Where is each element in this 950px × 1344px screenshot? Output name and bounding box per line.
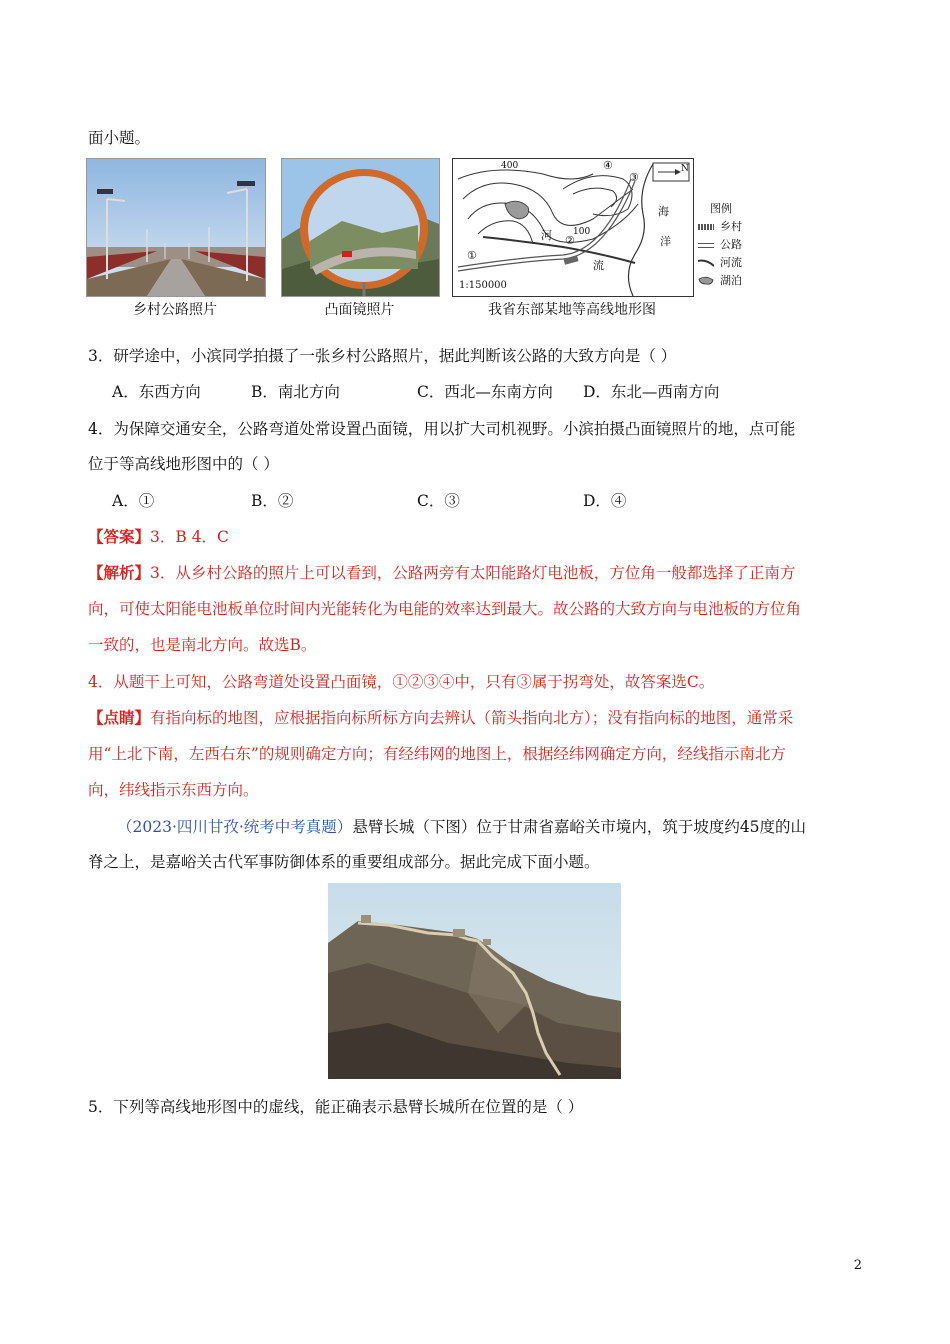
tip-line2: 用“上北下南，左西右东”的规则确定方向；有经纬网的地图上，根据经纬网确定方向，经线指示南北方 bbox=[88, 745, 786, 763]
passage-source: （2023·四川甘孜·统考中考真题） bbox=[117, 818, 353, 836]
map-point-4: ④ bbox=[603, 159, 613, 172]
q4-stem-line1: 4．为保障交通安全，公路弯道处常设置凸面镜，用以扩大司机视野。小滨拍摄凸面镜照片的地，点可能 bbox=[88, 420, 796, 438]
map-point-1: ① bbox=[467, 249, 477, 262]
convex-mirror-caption: 凸面镜照片 bbox=[324, 302, 395, 318]
contour-label-400: 400 bbox=[501, 161, 519, 171]
convex-mirror-image bbox=[282, 159, 439, 296]
tip-text-1: 有指向标的地图，应根据指向标所标方向去辨认（箭头指向北方）；没有指向标的地图，通常采 bbox=[150, 709, 794, 727]
legend-river bbox=[698, 254, 768, 272]
scale-label: 1:150000 bbox=[459, 280, 507, 291]
rural-road-caption: 乡村公路照片 bbox=[133, 302, 217, 318]
q4-stem-line2: 位于等高线地形图中的（ ） bbox=[88, 455, 279, 473]
map-point-2: ② bbox=[565, 234, 575, 247]
q5-stem: 5．下列等高线地形图中的虚线，能正确表示悬臂长城所在位置的是（ ） bbox=[88, 1098, 584, 1116]
village-icon bbox=[698, 224, 714, 230]
road-icon bbox=[698, 243, 714, 248]
q3-stem: 3．研学途中，小滨同学拍摄了一张乡村公路照片，据此判断该公路的大致方向是（ ） bbox=[88, 347, 677, 365]
analysis-tag: 【解析】 bbox=[88, 563, 151, 582]
q3-option-d: D．东北—西南方向 bbox=[583, 383, 720, 401]
answer-text: 3．B 4．C bbox=[150, 528, 229, 546]
q3-option-b: B．南北方向 bbox=[251, 383, 340, 401]
tip-line1 bbox=[88, 707, 793, 729]
legend-village bbox=[698, 218, 768, 236]
legend-village-label: 乡村 bbox=[720, 220, 742, 233]
sea-label-2: 洋 bbox=[660, 235, 671, 248]
q4-option-b: B．② bbox=[251, 492, 294, 510]
analysis-line2: 向，可使太阳能电池板单位时间内光能转化为电能的效率达到最大。故公路的大致方向与电池板的方位角 bbox=[88, 600, 802, 618]
legend-title: 图例 bbox=[710, 202, 732, 215]
q3-option-a: A．东西方向 bbox=[112, 383, 201, 401]
passage-text-1: 悬臂长城（下图）位于甘肃省嘉峪关市境内，筑于坡度约45度的山 bbox=[352, 818, 807, 836]
river-label-1: 河 bbox=[541, 229, 552, 242]
tip-line3: 向，纬线指示东西方向。 bbox=[88, 781, 259, 799]
analysis-text-1: 3．从乡村公路的照片上可以看到，公路两旁有太阳能路灯电池板，方位角一般都选择了正南方 bbox=[150, 564, 796, 582]
analysis-line4: 4．从题干上可知，公路弯道处设置凸面镜，①②③④中，只有③属于拐弯处，故答案选C。 bbox=[88, 673, 715, 691]
q3-option-c: C．西北—东南方向 bbox=[417, 383, 553, 401]
passage-line2: 脊之上，是嘉峪关古代军事防御体系的重要组成部分。据此完成下面小题。 bbox=[88, 853, 600, 871]
convex-mirror-photo bbox=[281, 158, 440, 297]
contour-map bbox=[452, 158, 694, 297]
map-legend bbox=[698, 200, 768, 290]
intro-tail: 面小题。 bbox=[88, 129, 151, 147]
river-icon bbox=[698, 259, 714, 267]
q4-option-d: D．④ bbox=[583, 492, 627, 510]
river-label-2: 流 bbox=[593, 259, 604, 272]
answer-line bbox=[88, 526, 229, 548]
contour-map-caption: 我省东部某地等高线地形图 bbox=[488, 302, 656, 318]
legend-road-label: 公路 bbox=[720, 238, 742, 251]
analysis-line1 bbox=[88, 562, 795, 584]
answer-tag: 【答案】 bbox=[88, 527, 151, 546]
analysis-line3: 一致的，也是南北方向。故选B。 bbox=[88, 636, 317, 654]
map-point-3: ③ bbox=[629, 171, 639, 184]
tip-tag: 【点睛】 bbox=[88, 708, 151, 727]
q4-option-a: A．① bbox=[112, 492, 155, 510]
legend-lake-label: 湖泊 bbox=[720, 274, 742, 287]
contour-label-100: 100 bbox=[573, 227, 591, 237]
lake-icon bbox=[698, 276, 714, 286]
page-number: 2 bbox=[853, 1258, 862, 1273]
north-label: N bbox=[681, 164, 689, 174]
great-wall-image bbox=[328, 883, 621, 1079]
legend-river-label: 河流 bbox=[720, 256, 742, 269]
rural-road-photo bbox=[86, 158, 266, 297]
q4-option-c: C．③ bbox=[417, 492, 460, 510]
sea-label-1: 海 bbox=[658, 205, 669, 218]
legend-road bbox=[698, 236, 768, 254]
passage-line1 bbox=[117, 816, 806, 838]
rural-road-image bbox=[87, 159, 265, 296]
legend-lake bbox=[698, 272, 768, 290]
great-wall-photo bbox=[328, 883, 621, 1079]
